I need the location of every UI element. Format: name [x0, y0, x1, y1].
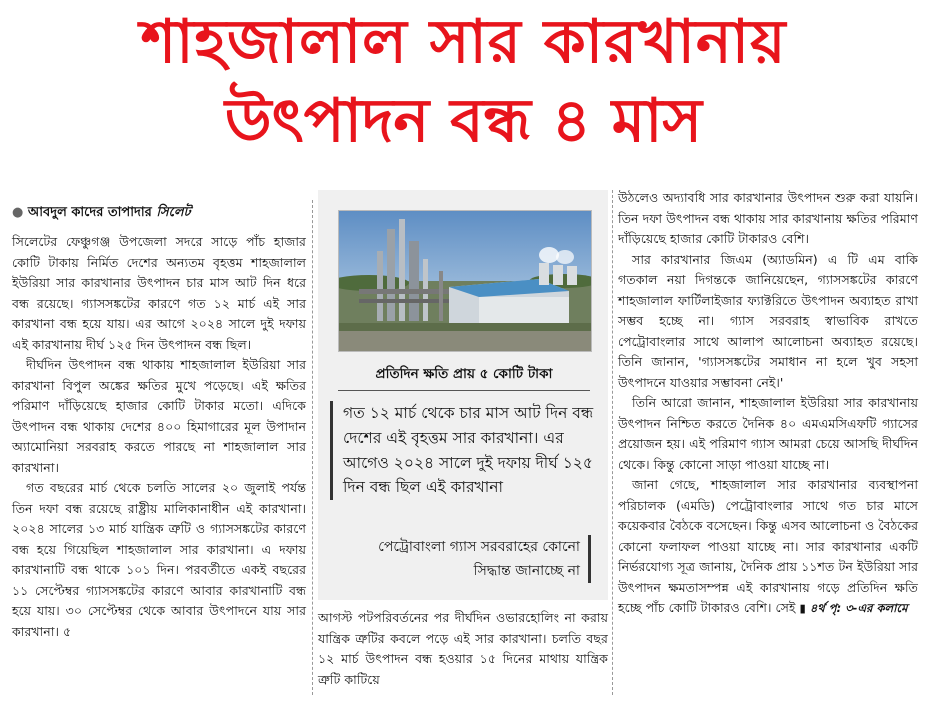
column-divider [312, 200, 313, 695]
byline-author: আবদুল কাদের তাপাদার [27, 205, 152, 220]
article-paragraph: সার কারখানার জিএম (অ্যাডমিন) এ টি এম বাকি গতকাল নয়া দিগন্তকে জানিয়েছেন, গ্যাসসঙ্কটের কারণে শাহজালাল ফার্টিলাইজার ফ্যাক্টরিতে উৎপাদন অব্যাহত রাখা সম্ভব হচ্ছে না। গ্যাস সরবরাহ স্বাভাবিক রাখতে পেট্রোবাংলার সাথে আলাপ আলোচনা অব্যাহত রয়েছে। তিনি জানান, 'গ্যাসসঙ্কটের সমাধান না হলে খুব সহসা উৎপাদনে যাওয়ার সম্ভাবনা নেই।' [618, 251, 918, 390]
article-paragraph: উঠলেও অদ্যাবধি সার কারখানার উৎপাদন শুরু করা যায়নি। তিন দফা উৎপাদন বন্ধ থাকায় সার কারখানায় ক্ষতির পরিমাণ দাঁড়িয়েছে হাজার কোটি টাকারও বেশি। [618, 190, 918, 246]
continued-label[interactable]: ৪র্থ পৃ: ৩-এর কলামে [809, 601, 908, 615]
bullet-icon: ● [12, 205, 24, 220]
article-paragraph: গত বছরের মার্চ থেকে চলতি সালের ২০ জুলাই পর্যন্ত তিন দফা বন্ধ রয়েছে রাষ্ট্রীয় মালিকানাধীন এই কারখানা। ২০২৪ সালের ১৩ মার্চ যান্ত্রিক ত্রুটি ও গ্যাসসঙ্কটের কারণে বন্ধ হয়ে গিয়েছিল শাহজালাল সার কারখানা। এ দফায় কারখানাটি বন্ধ থাকে ১০১ দিন। পরবর্তীতে একই বছরের ১১ সেপ্টেম্বর গ্যাসসঙ্কটের কারণে আবার কারখানাটি বন্ধ হয়ে যায়। ৩০ সেপ্টেম্বর থেকে আবার উৎপাদনে যায় সার কারখানা। ৫ [12, 480, 306, 639]
article-paragraph: সিলেটের ফেঞ্চুগঞ্জ উপজেলা সদরে সাড়ে পাঁচ হাজার কোটি টাকায় নির্মিত দেশের অন্যতম বৃহত্তম শাহজালাল ইউরিয়া সার কারখানার উৎপাদন চার মাস আট দিন ধরে বন্ধ রয়েছে। গ্যাসসঙ্কটের কারণে গত ১২ মার্চ এই সার কারখানা বন্ধ হয়ে যায়। এর আগে ২০২৪ সালে দুই দফায় এই কারখানায় দীর্ঘ ১২৫ দিন উৎপাদন বন্ধ ছিল। [12, 234, 306, 352]
article-paragraph: দীর্ঘদিন উৎপাদন বন্ধ থাকায় শাহজালাল ইউরিয়া সার কারখানা বিপুল অঙ্কের ক্ষতির মুখে পড়েছে। এই ক্ষতির পরিমাণ দাঁড়িয়েছে হাজার কোটি টাকার মতো। এদিকে উৎপাদন বন্ধ থাকায় দেশের ৪০০ হিমাগারের মূল উপাদান অ্যামোনিয়া সরবরাহ করতে পারছে না শাহজালাল সার কারখানা। [12, 357, 306, 475]
continued-marker[interactable]: ▮ ৪র্থ পৃ: ৩-এর কলামে [799, 601, 908, 615]
article-column-1 [12, 232, 306, 642]
factory-photo [338, 210, 592, 352]
article-column-2 [318, 608, 608, 690]
article-paragraph: আগস্ট পটপরিবর্তনের পর দীর্ঘদিন ওভারহোলিং না করায় যান্ত্রিক ত্রুটির কবলে পড়ে এই সার কারখানা। চলতি বছর ১২ মার্চ উৎপাদন বন্ধ হওয়ার ১৫ দিনের মাথায় যান্ত্রিক ত্রুটি কাটিয়ে [318, 610, 608, 687]
caption-rule [338, 390, 590, 391]
pull-quote-secondary: পেট্রোবাংলা গ্যাস সরবরাহের কোনো সিদ্ধান্ত জানাচ্ছে না [340, 535, 591, 583]
headline-line-2: উৎপাদন বন্ধ ৪ মাস [224, 86, 703, 156]
headline-line-1: শাহজালাল সার কারখানায় [140, 7, 787, 77]
pull-quote: গত ১২ মার্চ থেকে চার মাস আট দিন বন্ধ দেশের এই বৃহত্তম সার কারখানা। এর আগেও ২০২৪ সালে দুই দফায় দীর্ঘ ১২৫ দিন বন্ধ ছিল এই কারখানা [330, 401, 613, 500]
article-paragraph [618, 475, 918, 619]
article-paragraph: তিনি আরো জানান, শাহজালাল ইউরিয়া সার কারখানায় উৎপাদন নিশ্চিত করতে দৈনিক ৪০ এমএমসিএফটি গ্যাসের প্রয়োজন হয়। এই পরিমাণ গ্যাস আমরা চেয়ে আসছি দীর্ঘদিন থেকে। কিন্তু কোনো সাড়া পাওয়া যাচ্ছে না। [618, 395, 918, 472]
article-paragraph-text: জানা গেছে, শাহজালাল সার কারখানার ব্যবস্থাপনা পরিচালক (এমডি) পেট্রোবাংলার সাথে গত চার মাসে কয়েকবার বৈঠকে বসেছেন। কিন্তু এসব আলোচনা ও বৈঠকের কোনো ফলাফল পাওয়া যাচ্ছে না। সার কারখানার একটি নির্ভরযোগ্য সূত্র জানায়, দৈনিক প্রায় ১১শত টন ইউরিয়া সার উৎপাদন ক্ষমতাসম্পন্ন এই কারখানায় গড়ে প্রতিদিন ক্ষতি হচ্ছে পাঁচ কোটি টাকারও বেশি। সেই [618, 477, 919, 615]
photo-caption: প্রতিদিন ক্ষতি প্রায় ৫ কোটি টাকা [375, 366, 553, 382]
byline [12, 203, 191, 224]
article-column-3 [618, 188, 918, 619]
headline [0, 2, 927, 160]
byline-place: সিলেট [156, 205, 191, 220]
